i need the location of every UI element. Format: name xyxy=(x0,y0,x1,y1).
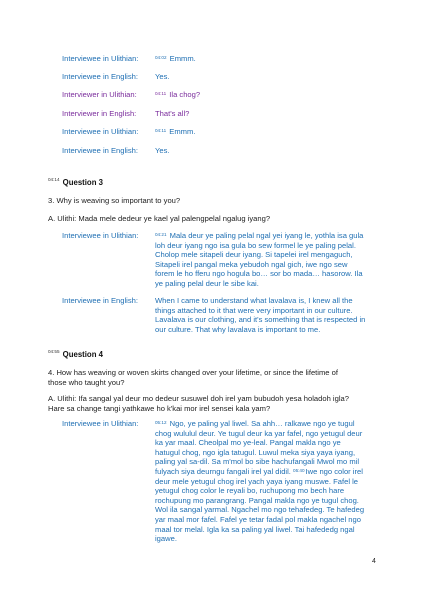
answer-line: Sitapeli irel pangal meka yebudoh ngal gich, iwe ngo sew xyxy=(155,259,348,269)
answer-line: fulyach siya deurngu fangali irel yal didil. $^{05:40}$Iwe ngo color irel xyxy=(155,466,363,476)
answer-line: Cholop mele sitapeli deur iyang. Si tapelei irel mengaguch, xyxy=(155,250,353,260)
question-heading: $^{04:14}$ Question 3 xyxy=(48,177,103,187)
answer-line: $^{04:21}$ Mala deur ye paling pelal ngal yei iyang le, yothla isa gula xyxy=(155,231,364,240)
timestamp: 04:11 xyxy=(155,128,167,133)
utterance: $^{04:11}$ Emmm. xyxy=(155,127,196,136)
timestamp: 04:14 xyxy=(48,177,60,182)
utterance: $^{04:11}$ Ila chog? xyxy=(155,90,201,99)
speaker-label: Interviewee in English: xyxy=(62,296,138,305)
answer-line: things attached to it that were very important in our culture. xyxy=(155,305,353,315)
speaker-label: Interviewee in English: xyxy=(62,72,138,81)
speaker-label: Interviewee in English: xyxy=(62,146,138,155)
timestamp: 04:11 xyxy=(155,91,167,96)
timestamp: 04:55 xyxy=(48,349,60,354)
timestamp: 04:21 xyxy=(155,232,167,237)
answer-line: Lavalava is our clothing, and it's something that is respected in xyxy=(155,315,366,325)
answer-line: loh deur iyang ngo isa gula bo sew formel le ye paling pelal. xyxy=(155,240,356,250)
answer-line: ye paling pelal deur le sibe kai. xyxy=(155,278,259,288)
answer-line: deur mele yetugul chog irel yach yaya iyang muswe. Fafel le xyxy=(155,476,359,486)
question-english: 4. How has weaving or woven skirts changed over your lifetime, or since the lifetime of those who taught you? xyxy=(48,368,338,387)
answer-line: paling yal sa-dil. Sa m'mol bo sibe hachufangali Mwol mo mil xyxy=(155,457,360,467)
utterance: That's all? xyxy=(155,109,190,118)
answer-line: yetugul chog color le reyali bo, ruchupong mo bech hare xyxy=(155,486,345,496)
speaker-label: Interviewee in Ulithian: xyxy=(62,54,139,63)
answer-line: $^{05:12}$ Ngo, ye paling yal liwel. Sa ahh… ralkawe ngo ye tugul xyxy=(155,419,355,428)
question-ulithian: A. Ulithi: Ifa sangal yal deur mo dedeur susuwel doh irel yam bubudoh yesa holadoh igla? Hare sa change tangi yathkawe ho k'kai mor irel sensei kala yam? xyxy=(48,394,349,413)
page-number: 4 xyxy=(372,558,376,565)
question-ulithian: A. Ulithi: Mada mele dedeur ye kael yal palengpelal ngalug iyang? xyxy=(48,214,271,223)
answer-line: Wol ila sangal yarmal. Ngachel mo ngo tehafedeg. Te hafedeg xyxy=(155,505,365,515)
timestamp: 05:40 xyxy=(293,467,305,473)
timestamp: 05:12 xyxy=(155,420,167,425)
timestamp: 04:02 xyxy=(155,55,167,60)
answer-line: our culture. That why lavalava is important to me. xyxy=(155,324,321,334)
utterance: Yes. xyxy=(155,72,170,81)
utterance: Yes. xyxy=(155,146,170,155)
question-english: 3. Why is weaving so important to you? xyxy=(48,196,181,205)
answer-line: chog wululul deur. Ye tugul deur ka yar fafel, ngo yetugul deur xyxy=(155,428,363,438)
answer-line: hatugul chog, ngo igla tatugul. Luwul meka siya yaya iyang, xyxy=(155,447,356,457)
answer-line: rochupung mo parangrang. Pangal makla ngo ye tugul chog. xyxy=(155,495,359,505)
answer-line: forem le ho fferu ngo hogula bo… sor bo mada… hasorow. Ila xyxy=(155,269,363,279)
answer-line: ka yar maal. Cheolpal mo ye-leal. Pangal makla ngo ye xyxy=(155,438,341,448)
answer-line: When I came to understand what lavalava is, I knew all the xyxy=(155,296,353,305)
answer-line: igawe. xyxy=(155,534,177,544)
speaker-label: Interviewee in Ulithian: xyxy=(62,419,139,428)
speaker-label: Interviewer in English: xyxy=(62,109,137,118)
utterance: $^{04:02}$ Emmm. xyxy=(155,54,196,63)
question-heading: $^{04:55}$ Question 4 xyxy=(48,349,103,359)
answer-line: maal tor melal. Igla ka sa paling yal liwel. Tai hafededg ngal xyxy=(155,524,355,534)
speaker-label: Interviewer in Ulithian: xyxy=(62,90,137,99)
speaker-label: Interviewee in Ulithian: xyxy=(62,127,139,136)
speaker-label: Interviewee in Ulithian: xyxy=(62,231,139,240)
answer-line: yar maal mor fafel. Fafel ye tetar fadal pol makla ngachel ngo xyxy=(155,514,361,524)
